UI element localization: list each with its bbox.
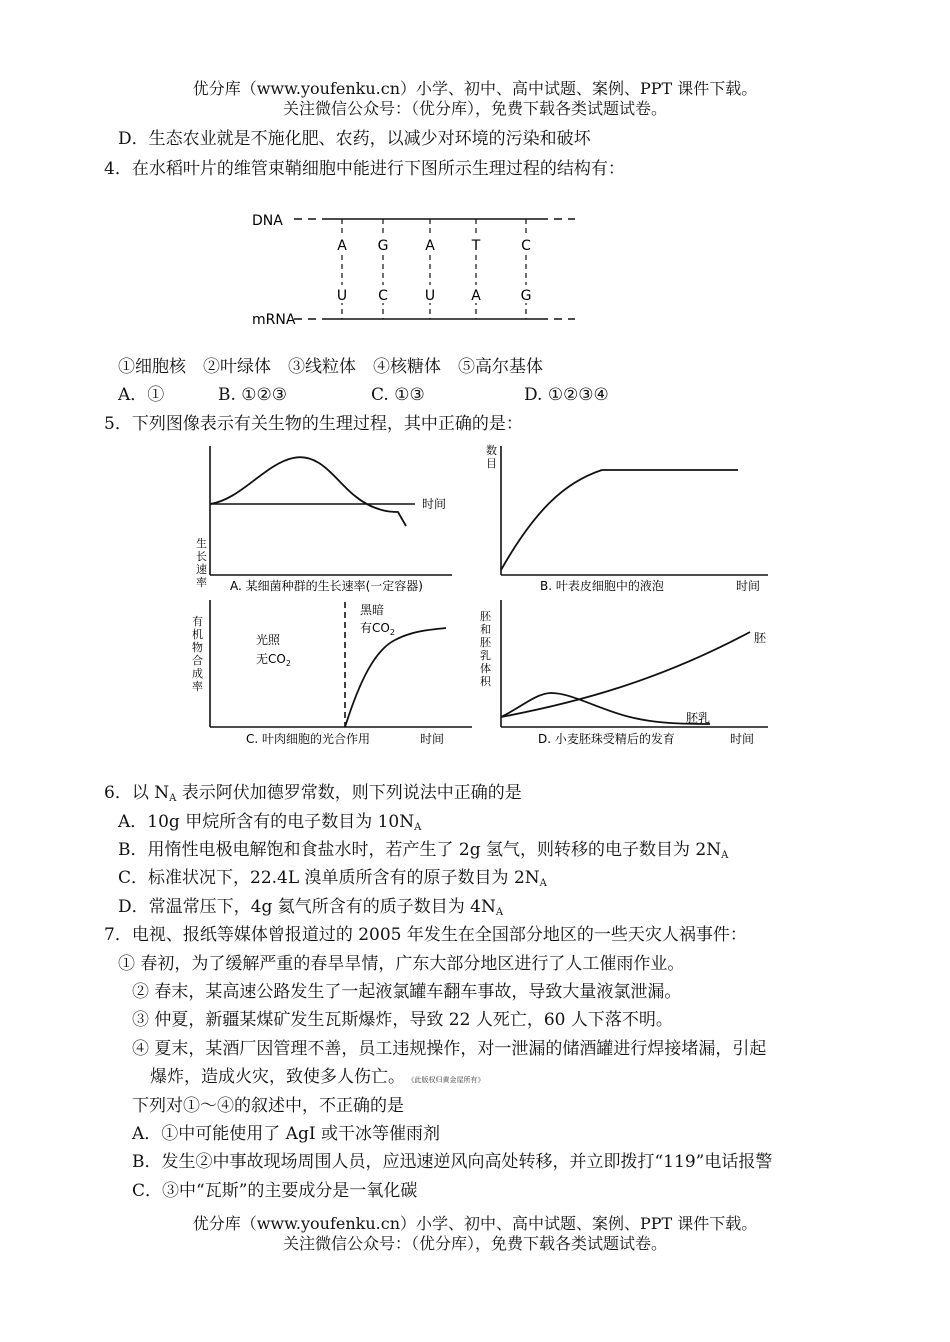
dna-base-4: T — [471, 238, 481, 254]
q7-event-3: ③ 仲夏，新疆某煤矿发生瓦斯爆炸，导致 22 人死亡，60 人下落不明。 — [132, 1010, 673, 1030]
q6-stem: 6．以 $N_A$ 表示阿伏加德罗常数，则下列说法中正确的是 — [104, 783, 522, 804]
chart-d-caption: D. 小麦胚珠受精后的发育 — [538, 732, 675, 746]
header-line-2: 关注微信公众号：（优分库），免费下载各类试题试卷。 — [282, 99, 667, 118]
base-pair-4 — [468, 219, 484, 319]
mrna-base-4: A — [471, 288, 481, 304]
chart-a-xlabel: 时间 — [422, 497, 447, 511]
q7-option-c: C．③中“瓦斯”的主要成分是一氧化碳 — [132, 1181, 418, 1201]
q7-event-1: ① 春初，为了缓解严重的春旱旱情，广东大部分地区进行了人工催雨作业。 — [118, 954, 685, 974]
chart-c-xlabel: 时间 — [420, 732, 445, 746]
q7-event-2: ② 春末，某高速公路发生了一起液氯罐车翻车事故，导致大量液氯泄漏。 — [132, 982, 682, 1002]
mrna-base-5: G — [520, 288, 532, 304]
chart-c-curve — [345, 628, 446, 727]
chart-b-caption: B. 叶表皮细胞中的液泡 — [540, 579, 664, 593]
chart-c-caption: C. 叶肉细胞的光合作用 — [246, 732, 371, 746]
chart-a-ylabel: 生长速率 — [196, 537, 207, 589]
q6-option-a: A．10g 甲烷所含有的电子数目为 $10N_A$ — [118, 812, 422, 833]
footer-line-1: 优分库（www.youfenku.cn）小学、初中、高中试题、案例、PPT 课件下载。 — [192, 1214, 758, 1233]
mrna-base-1: U — [336, 288, 348, 304]
copyright-note: 《此版权归黄金屋所有》 — [411, 1076, 485, 1084]
base-pair-5 — [518, 219, 534, 319]
q4-option-d: D. ①②③④ — [524, 385, 609, 405]
chart-d-label-embryo: 胚 — [754, 631, 767, 645]
dna-base-5: C — [521, 238, 531, 254]
chart-b-ylabel: 数目 — [486, 444, 497, 470]
dna-label: DNA — [252, 213, 283, 229]
q6-option-b: B．用惰性电极电解饱和食盐水时，若产生了 2g 氢气，则转移的电子数目为 $2N_A$ — [118, 840, 729, 861]
chart-c-right-note1: 黑暗 — [360, 603, 385, 617]
base-pair-3 — [422, 219, 438, 319]
chart-c-ylabel: 有机物合成率 — [192, 615, 203, 693]
base-pair-2 — [375, 219, 391, 319]
q7-stem: 7．电视、报纸等媒体曾报道过的 2005 年发生在全国部分地区的一些天灾人祸事件： — [104, 925, 747, 945]
dna-base-1: A — [337, 238, 347, 254]
q5-figure — [190, 440, 780, 755]
chart-d-xlabel: 时间 — [730, 732, 755, 746]
chart-a-curve — [210, 457, 406, 526]
q4-items: ①细胞核 ②叶绿体 ③线粒体 ④核糖体 ⑤高尔基体 — [118, 357, 543, 377]
base-pair-1 — [334, 219, 350, 319]
q3-option-d: D．生态农业就是不施化肥、农药，以减少对环境的污染和破坏 — [118, 129, 591, 149]
q6-option-c: C．标准状况下，22.4L 溴单质所含有的原子数目为 $2N_A$ — [118, 868, 547, 889]
dna-transcription-diagram — [250, 205, 590, 330]
chart-d-embryo-curve — [501, 632, 750, 717]
q4-stem: 4．在水稻叶片的维管束鞘细胞中能进行下图所示生理过程的结构有： — [104, 159, 625, 179]
q4-option-a: A．① — [118, 385, 165, 405]
dna-base-3: A — [425, 238, 435, 254]
q4-option-b: B. ①②③ — [218, 385, 288, 405]
chart-a-caption: A. 某细菌种群的生长速率(一定容器) — [230, 579, 423, 593]
q5-stem: 5．下列图像表示有关生物的生理过程，其中正确的是： — [104, 414, 523, 434]
chart-d-endosperm-curve — [501, 693, 710, 724]
chart-d-label-endosperm: 胚乳 — [686, 711, 711, 725]
q7-event-4a: ④ 夏末，某酒厂因管理不善，员工违规操作，对一泄漏的储酒罐进行焊接堵漏，引起 — [132, 1039, 767, 1059]
q7-option-a: A．①中可能使用了 AgI 或干冰等催雨剂 — [132, 1124, 440, 1144]
chart-c-left-note2: 无$CO_2$ — [256, 652, 291, 668]
mrna-base-3: U — [424, 288, 436, 304]
chart-d-ylabel: 胚和胚乳体积 — [480, 610, 491, 688]
footer-line-2: 关注微信公众号：（优分库），免费下载各类试题试卷。 — [282, 1234, 667, 1253]
header-line-1: 优分库（www.youfenku.cn）小学、初中、高中试题、案例、PPT 课件下载。 — [192, 79, 758, 98]
q6-option-d: D．常温常压下，4g 氦气所含有的质子数目为 $4N_A$ — [118, 897, 504, 918]
q7-event-4b: 爆炸，造成火灾，致使多人伤亡。 《此版权归黄金屋所有》 — [150, 1067, 485, 1087]
dna-base-2: G — [377, 238, 389, 254]
q7-question: 下列对①～④的叙述中，不正确的是 — [132, 1096, 404, 1116]
chart-c-left-note1: 光照 — [256, 633, 281, 647]
chart-b-xlabel: 时间 — [736, 579, 761, 593]
mrna-base-2: C — [378, 288, 388, 304]
chart-c-right-note2: 有$CO_2$ — [360, 621, 395, 637]
chart-b-curve — [501, 470, 738, 570]
mrna-label: mRNA — [252, 312, 296, 328]
q4-options — [118, 384, 718, 406]
q7-option-b: B．发生②中事故现场周围人员，应迅速逆风向高处转移，并立即拨打“119”电话报警 — [132, 1152, 773, 1172]
q4-option-c: C. ①③ — [371, 385, 425, 405]
